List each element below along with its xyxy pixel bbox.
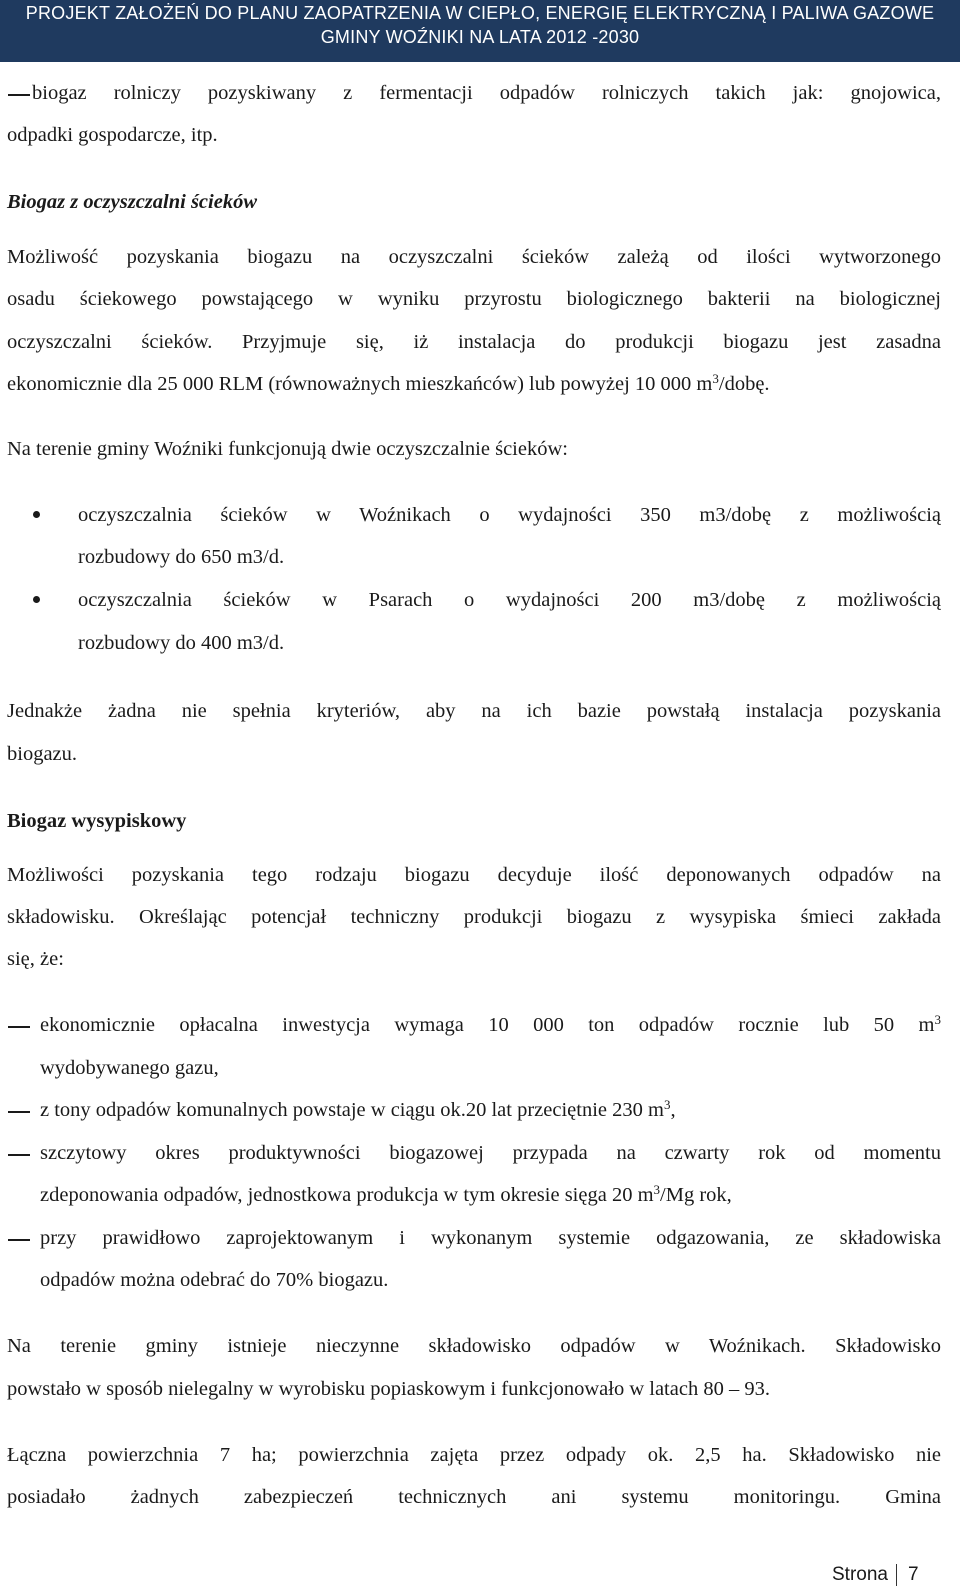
list-item-line: z tony odpadów komunalnych powstaje w ciągu ok.20 lat przeciętnie 230 $m^3$, — [40, 1097, 676, 1121]
list-item-line: oczyszczalnia ścieków w Psarach o wydajności 200 m3/dobę z możliwością — [78, 589, 941, 611]
text-line: Na terenie gminy Woźniki funkcjonują dwie oczyszczalnie ścieków: — [7, 438, 568, 460]
dash-marker — [8, 1154, 30, 1156]
text-line: posiadało żadnych zabezpieczeń technicznych ani systemu monitoringu. Gmina — [7, 1486, 941, 1508]
text-line: składowisku. Określając potencjał techniczny produkcji biogazu z wysypiska śmieci zakłada — [7, 906, 941, 928]
list-item-line: rozbudowy do 400 m3/d. — [78, 632, 285, 654]
dash-marker — [8, 1239, 30, 1241]
header-title-line-2: GMINY WOŹNIKI NA LATA 2012 -2030 — [320, 27, 640, 47]
footer-page-number: 7 — [908, 1564, 919, 1585]
section-heading-sewage: Biogaz z oczyszczalni ścieków — [7, 191, 257, 213]
footer-divider — [896, 1564, 897, 1586]
text-line: Możliwości pozyskania tego rodzaju biogazu decyduje ilość deponowanych odpadów na — [7, 864, 941, 886]
list-item-line: rozbudowy do 650 m3/d. — [78, 546, 285, 568]
list-item-line: przy prawidłowo zaprojektowanym i wykonanym systemie odgazowania, ze składowiska — [40, 1227, 941, 1249]
dash-marker — [8, 1026, 30, 1028]
text-line: osadu ściekowego powstającego w wyniku przyrostu biologicznego bakterii na biologicznej — [7, 288, 941, 310]
text-line: się, że: — [7, 948, 64, 970]
section-heading-landfill: Biogaz wysypiskowy — [7, 810, 187, 832]
list-item-line: odpadów można odebrać do 70% biogazu. — [40, 1269, 389, 1291]
page-header — [0, 0, 960, 62]
header-title-line-1: PROJEKT ZAŁOŻEŃ DO PLANU ZAOPATRZENIA W CIEPŁO, ENERGIĘ ELEKTRYCZNĄ I PALIWA GAZOWE — [25, 3, 935, 23]
text-line: Łączna powierzchnia 7 ha; powierzchnia zajęta przez odpady ok. 2,5 ha. Składowisko nie — [7, 1444, 941, 1466]
footer-page-label: Strona — [832, 1564, 888, 1585]
text-line: powstało w sposób nielegalny w wyrobisku popiaskowym i funkcjonowało w latach 80 – 93. — [7, 1378, 770, 1400]
bullet-marker — [33, 511, 40, 518]
text-line: oczyszczalni ścieków. Przyjmuje się, iż instalacja do produkcji biogazu jest zasadna — [7, 331, 941, 353]
text-line: biogaz rolniczy pozyskiwany z fermentacji odpadów rolniczych takich jak: gnojowica, — [32, 82, 941, 104]
list-item-line: zdeponowania odpadów, jednostkowa produkcja w tym okresie sięga 20 $m^3/Mg$ rok, — [40, 1182, 732, 1206]
dash-marker — [8, 94, 30, 96]
bullet-marker — [33, 596, 40, 603]
list-item-line: oczyszczalnia ścieków w Woźnikach o wydajności 350 m3/dobę z możliwością — [78, 504, 941, 526]
text-line: Jednakże żadna nie spełnia kryteriów, aby na ich bazie powstałą instalacja pozyskania — [7, 700, 941, 722]
dash-marker — [8, 1111, 30, 1113]
text-line: biogazu. — [7, 743, 78, 765]
list-item-line: szczytowy okres produktywności biogazowej przypada na czwarty rok od momentu — [40, 1142, 941, 1164]
list-item-line: wydobywanego gazu, — [40, 1057, 219, 1079]
list-item-line: ekonomicznie opłacalna inwestycja wymaga 10 000 ton odpadów rocznie lub 50 $m^3$ — [40, 1012, 941, 1036]
text-line: Możliwość pozyskania biogazu na oczyszczalni ścieków zależą od ilości wytworzonego — [7, 246, 941, 268]
text-line: odpadki gospodarcze, itp. — [7, 124, 218, 146]
text-line: ekonomicznie dla 25 000 RLM (równoważnych mieszkańców) lub powyżej 10 000 $m^3$/dobę. — [7, 371, 770, 395]
text-line: Na terenie gminy istnieje nieczynne składowisko odpadów w Woźnikach. Składowisko — [7, 1335, 941, 1357]
